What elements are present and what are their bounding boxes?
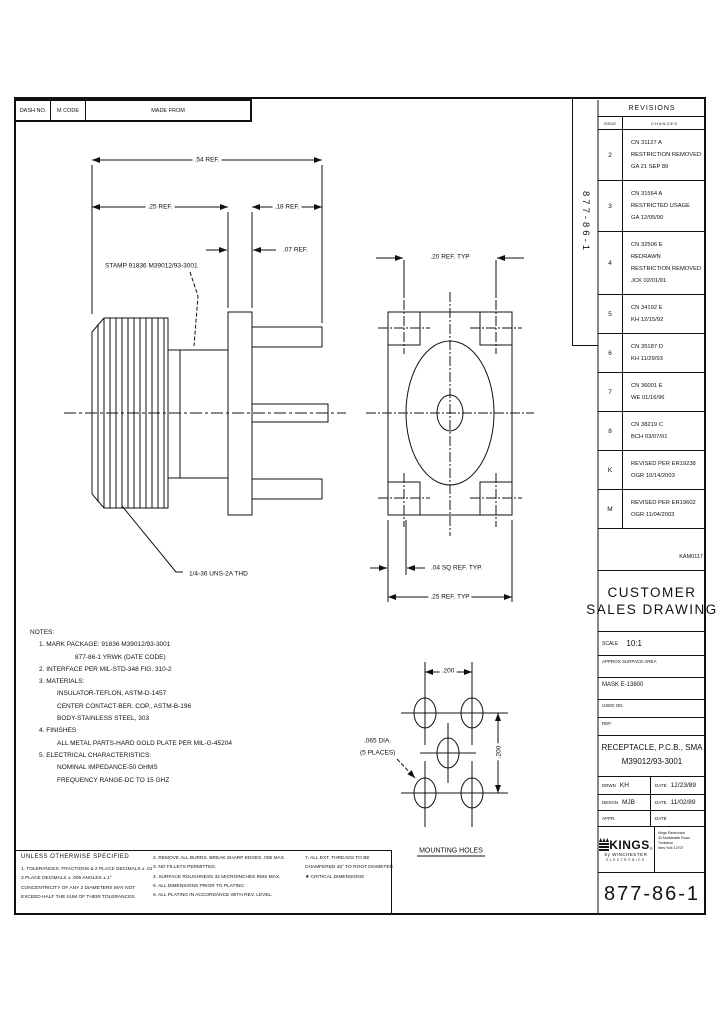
logo-by-line: by WINCHESTER xyxy=(604,851,648,857)
revision-issue: 2 xyxy=(598,130,623,180)
note-line: FREQUENCY RANGE-DC TO 15 GHZ xyxy=(57,776,170,784)
dim-54-ref: .54 REF. xyxy=(194,156,220,164)
notes-lines xyxy=(30,627,340,787)
revision-change-line: RESTRICTION REMOVED xyxy=(631,266,702,272)
drawn-date-label: DATE xyxy=(655,783,667,788)
tolerance-note: ★ CRITICAL DIMENSIONS xyxy=(305,874,365,880)
revision-change-line: RESTRICTION REMOVED xyxy=(631,152,702,158)
tolerance-column-3 xyxy=(305,854,393,882)
used-on-row: USED ON xyxy=(598,700,706,718)
scale-row xyxy=(598,632,706,656)
tolerance-note: 3. NO FILLETS PERMITTED. xyxy=(153,865,217,871)
revision-changes xyxy=(623,130,706,180)
revision-change-line: CN 31127 A xyxy=(631,140,662,146)
tolerance-note: EXCEED HALF THE SUM OF THEIR TOLERANCES. xyxy=(21,894,136,900)
approval-date-label: DATE xyxy=(655,816,667,821)
m-code-header: M CODE xyxy=(51,101,86,120)
note-line: CENTER CONTACT-BER. COP., ASTM-B-196 xyxy=(57,702,192,710)
notes-block xyxy=(30,627,340,787)
drawn-date-value: 12/23/89 xyxy=(670,782,696,789)
ref-row: REF: xyxy=(598,718,706,736)
logo-address-line: Kings Electronics xyxy=(658,831,685,835)
revisions-column-headers xyxy=(598,117,706,130)
revision-row xyxy=(598,451,706,490)
revision-row xyxy=(598,232,706,295)
heading-line-2: SALES DRAWING xyxy=(586,602,718,617)
revision-change-line: KH 11/29/93 xyxy=(631,356,663,362)
logo-address-line: New York 10707 xyxy=(658,846,684,850)
tolerance-title: UNLESS OTHERWISE SPECIFIED xyxy=(21,854,130,860)
kings-crown-icon xyxy=(599,838,609,851)
tolerance-note: 2. REMOVE ALL BURRS. BREAK SHARP EDGES .005 MAX. xyxy=(153,856,286,861)
tolerance-block xyxy=(14,850,392,915)
title-block xyxy=(586,550,718,915)
revision-change-line: CN 35187 D xyxy=(631,344,663,350)
revision-change-line: CN 38219 C xyxy=(631,422,663,428)
mask-row: MASK E-13800 xyxy=(598,678,706,700)
logo-registered-mark: ® xyxy=(649,845,653,851)
stamp-callout: STAMP 91836 M39012/93-3001 xyxy=(105,262,198,270)
doc-code: KAM0117 xyxy=(679,554,703,560)
note-line: 5. ELECTRICAL CHARACTERISTICS: xyxy=(39,751,152,759)
revisions-table xyxy=(598,100,706,529)
tolerance-note: 5. ALL DIMENSIONS PRIOR TO PLATING xyxy=(153,883,244,889)
note-line: ALL METAL PARTS-HARD GOLD PLATE PER MIL-G-45204 xyxy=(57,739,232,747)
revision-issue: 7 xyxy=(598,373,623,411)
note-line: 1. MARK PACKAGE: 91836 M39012/93-3001 xyxy=(39,641,171,649)
tolerance-note: CHAMFERED 45° TO ROOT DIAMETER xyxy=(305,865,394,871)
logo-address xyxy=(654,827,706,872)
mounting-holes-title: MOUNTING HOLES xyxy=(419,847,483,855)
approval-row xyxy=(598,811,706,827)
revision-issue: 5 xyxy=(598,295,623,333)
revision-changes xyxy=(623,490,706,528)
revision-change-line: REVISED PER ER19238 xyxy=(631,461,696,467)
revision-change-line: CN 32506 E xyxy=(631,242,663,248)
tolerance-note: 4. SURFACE ROUGHNESS 32 MICROINCHES RMS MAX. xyxy=(153,874,281,880)
logo-sub-line: ELECTRONICS xyxy=(606,857,646,862)
tolerance-note: 3 PLACE DECIMALS ± .005 ANGLES ± 1° xyxy=(21,876,112,882)
changes-column-header: CHANGES xyxy=(651,120,678,126)
drawing-type-heading xyxy=(586,570,718,632)
revision-row xyxy=(598,412,706,451)
design-date-value: 11/02/89 xyxy=(670,799,696,806)
revision-change-line: GA 21 SEP 89 xyxy=(631,164,669,170)
revisions-rows xyxy=(598,130,706,529)
part-number-strip xyxy=(572,99,598,346)
dim-25-ref-typ: .25 REF. TYP xyxy=(430,593,470,601)
revision-changes xyxy=(623,373,706,411)
mounting-dim-vertical: .200 xyxy=(495,745,503,759)
design-date-label: DATE xyxy=(655,800,667,805)
drawing-number: 877-86-1 xyxy=(603,882,701,905)
logo-address-line: 40 Marbledale Road xyxy=(658,836,690,840)
revision-change-line: CN 34192 E xyxy=(631,305,663,311)
revision-issue: 6 xyxy=(598,334,623,372)
revision-change-line: CN 36001 E xyxy=(631,383,663,389)
mounting-dim-horizontal: .200 xyxy=(441,667,455,675)
revision-row xyxy=(598,181,706,232)
revision-row xyxy=(598,295,706,334)
scale-label: SCALE xyxy=(602,640,619,647)
revision-change-line: BCH 03/07/01 xyxy=(631,434,668,440)
part-title xyxy=(598,736,706,777)
issue-column-header: ISSUE xyxy=(598,117,623,129)
note-line: 877-86-1 YRWK (DATE CODE) xyxy=(75,653,166,661)
revision-row xyxy=(598,130,706,181)
design-label: DESGN xyxy=(602,800,619,805)
tolerance-note: 7. ALL EXT. THREADS TO BE xyxy=(305,856,370,861)
tolerance-note: 6. ALL PLATING IN ACCORDANCE WITH REV. LEVEL. xyxy=(153,893,273,899)
revision-issue: M xyxy=(598,490,623,528)
note-line: NOMINAL IMPEDANCE-50 OHMS xyxy=(57,764,158,772)
revision-change-line: KH 12/15/92 xyxy=(631,317,664,323)
revisions-title: REVISIONS xyxy=(598,100,706,117)
note-line: 3. MATERIALS: xyxy=(39,678,85,686)
revision-change-line: CN 31564 A xyxy=(631,191,663,197)
surface-area-row: APPROX SURFACE AREA xyxy=(598,656,706,678)
heading-line-1: CUSTOMER xyxy=(607,585,697,600)
revision-row xyxy=(598,490,706,529)
logo-row xyxy=(598,827,706,873)
note-line: 4. FINISHES xyxy=(39,727,77,735)
revision-change-line: RESTRICTED USAGE xyxy=(631,203,690,209)
revision-issue: K xyxy=(598,451,623,489)
revision-change-line: REDRAWN xyxy=(631,254,661,260)
note-line: NOTES: xyxy=(30,629,55,636)
revision-changes xyxy=(623,232,706,294)
revision-row xyxy=(598,373,706,412)
part-title-line-2: M39012/93-3001 xyxy=(621,757,683,766)
dash-no-header: DASH NO. xyxy=(16,101,51,120)
dim-07-ref: .07 REF. xyxy=(283,246,308,254)
tolerance-note: CONCENTRICITY OF ANY 2 DIAMETERS MAY NOT xyxy=(21,885,136,891)
revision-change-line: OGR 11/04/2003 xyxy=(631,512,675,518)
part-title-line-1: RECEPTACLE, P.C.B., SMA xyxy=(601,743,703,752)
made-from-header: MADE FROM xyxy=(151,107,185,114)
revision-changes xyxy=(623,334,706,372)
thread-callout: 1/4-36 UNS-2A THD xyxy=(189,570,248,578)
scale-value: 10:1 xyxy=(626,639,642,648)
part-number-vertical: 877-86-1 xyxy=(580,190,591,254)
revision-changes xyxy=(623,295,706,333)
note-line: BODY-STAINLESS STEEL, 303 xyxy=(57,715,150,723)
drawn-value: KH xyxy=(619,782,629,789)
dash-header-table xyxy=(14,99,252,122)
revision-issue: 8 xyxy=(598,412,623,450)
revision-change-line: REVISED PER ER19602 xyxy=(631,500,696,506)
revision-change-line: WE 01/16/96 xyxy=(631,395,665,401)
revision-change-line: GA 12/05/90 xyxy=(631,215,664,221)
drawn-label: DRWN xyxy=(602,783,616,788)
revision-changes xyxy=(623,412,706,450)
design-row xyxy=(598,795,706,811)
tolerance-note: 1. TOLERANCES: FRACTIONS & 2 PLACE DECIMALS ± .01 xyxy=(21,867,153,872)
revision-issue: 4 xyxy=(598,232,623,294)
revision-change-line: OGR 10/14/2003 xyxy=(631,473,675,479)
revision-changes xyxy=(623,181,706,231)
drawn-row xyxy=(598,777,706,795)
revision-change-line: JCK 02/01/91 xyxy=(631,278,667,284)
dim-20-ref-typ: .20 REF. TYP xyxy=(430,253,470,261)
hole-places-callout: (5 PLACES) xyxy=(360,749,396,757)
hole-dia-callout: .065 DIA. xyxy=(364,737,392,745)
revision-issue: 3 xyxy=(598,181,623,231)
dim-04-sq-ref: .04 SQ REF. TYP. xyxy=(431,564,483,572)
design-value: MJB xyxy=(622,799,636,806)
tolerance-column-2 xyxy=(153,854,285,900)
tolerance-column-1 xyxy=(21,865,152,902)
dim-18-ref: .18 REF. xyxy=(274,203,300,211)
logo-address-line: Tuckahoe xyxy=(658,841,674,845)
note-line: 2. INTERFACE PER MIL-STD-348 FIG. 310-2 xyxy=(39,665,172,673)
kings-logo xyxy=(598,827,654,872)
logo-brand: KINGS xyxy=(609,837,650,852)
note-line: INSULATOR-TEFLON, ASTM-D-1457 xyxy=(57,690,167,698)
dim-25-ref: .25 REF. xyxy=(147,203,173,211)
revision-changes xyxy=(623,451,706,489)
approval-label: APPR. xyxy=(602,816,616,821)
revision-row xyxy=(598,334,706,373)
